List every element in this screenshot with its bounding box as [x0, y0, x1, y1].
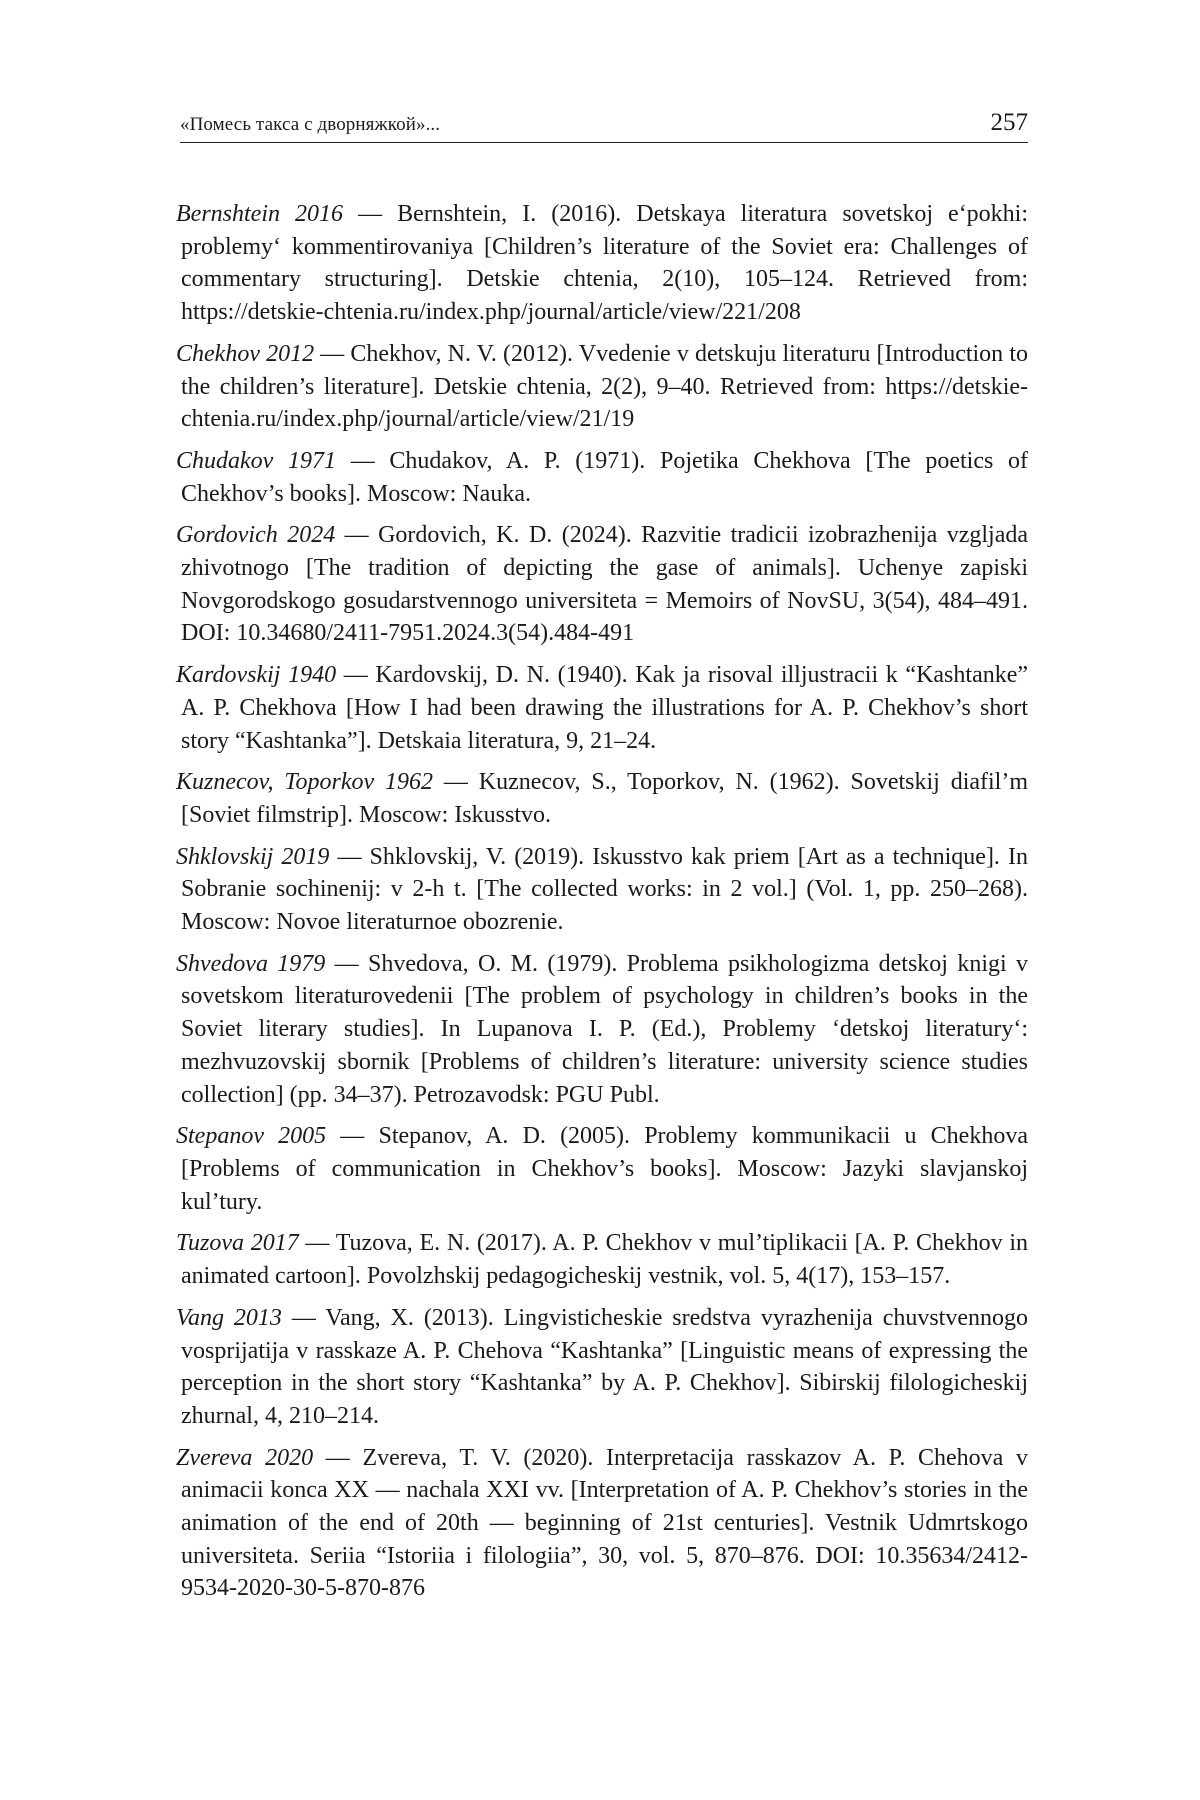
reference-entry: Gordovich 2024 — Gordovich, K. D. (2024). Razvitie tradicii izobrazhenija vzgljada zhivotnogo [The tradition of depicting the gase of animals]. Uchenye zapiski Novgorodskogo gosudarstvennogo universiteta = Memoirs of NovSU, 3(54), 484–491. DOI: 10.34680/2411-7951.2024.3(54).484-491 [176, 522, 1028, 647]
reference-key: Shklovskij 2019 [176, 843, 330, 870]
reference-text: Zvereva, T. V. (2020). Interpretacija rasskazov A. P. Chehova v animacii konca XX — nachala XXI vv. [Interpretation of A. P. Chekhov’s stories in the animation of the end of 20th — beginning of 21st centuries]. Vestnik Udmrtskogo universiteta. Seriia “Istoriia i filologiia”, 30, vol. 5, 870–876. DOI: 10.35634/2412-9534-2020-30-5-870-876 [181, 1444, 1029, 1602]
reference-text: Shvedova, O. M. (1979). Problema psikhologizma detskoj knigi v sovetskom literaturovedenii [The problem of psychology in children’s books in the Soviet literary studies]. In Lupanova I. P. (Ed.), Problemy ‘detskoj literatury‘: mezhvuzovskij sbornik [Problems of children’s literature: university science studies collection] (pp. 34–37). Petrozavodsk: PGU Publ. [181, 950, 1028, 1108]
reference-entry: Shklovskij 2019 — Shklovskij, V. (2019). Iskusstvo kak priem [Art as a technique]. In Sobranie sochinenij: v 2-h t. [The collected works: in 2 vol.] (Vol. 1, pp. 250–268). Moscow: Novoe literaturnoe obozrenie. [176, 843, 1029, 936]
running-title: «Помесь такса с дворняжкой»... [180, 114, 441, 135]
reference-text: Vang, X. (2013). Lingvisticheskie sredstva vyrazhenija chuvstvennogo vosprijatija v rasskaze A. P. Chehova “Kashtanka” [Linguistic means of expressing the perception in the short story “Kashtanka” by A. P. Chekhov]. Sibirskij filologicheskij zhurnal, 4, 210–214. [181, 1304, 1028, 1429]
reference-text: Shklovskij, V. (2019). Iskusstvo kak priem [Art as a technique]. In Sobranie sochinenij: v 2-h t. [The collected works: in 2 vol.] (Vol. 1, pp. 250–268). Moscow: Novoe literaturnoe obozrenie. [181, 843, 1029, 936]
page-number: 257 [990, 109, 1028, 136]
reference-key: Kardovskij 1940 [176, 662, 337, 689]
reference-entry: Tuzova 2017 — Tuzova, E. N. (2017). A. P. Chekhov v mul’tiplikacii [A. P. Chekhov in animated cartoon]. Povolzhskij pedagogicheskij vestnik, vol. 5, 4(17), 153–157. [176, 1230, 1029, 1290]
reference-key: Shvedova 1979 [176, 950, 326, 977]
reference-text: Stepanov, A. D. (2005). Problemy kommunikacii u Chekhova [Problems of communication in Chekhov’s books]. Moscow: Jazyki slavjanskoj kul’tury. [181, 1123, 1028, 1215]
reference-entry: Chekhov 2012 — Chekhov, N. V. (2012). Vvedenie v detskuju literaturu [Introduction to the children’s literature]. Detskie chtenia, 2(2), 9–40. Retrieved from: https://detskie-chtenia.ru/index.php/journal/article/view/21/19 [176, 340, 1028, 433]
reference-text: Chekhov, N. V. (2012). Vvedenie v detskuju literaturu [Introduction to the children’s literature]. Detskie chtenia, 2(2), 9–40. Retrieved from: https://detskie-chtenia.ru/index.php/journal/article/view/21/19 [181, 340, 1028, 433]
reference-key: Kuznecov, Toporkov 1962 [176, 769, 434, 796]
reference-entry: Stepanov 2005 — Stepanov, A. D. (2005). Problemy kommunikacii u Chekhova [Problems of communication in Chekhov’s books]. Moscow: Jazyki slavjanskoj kul’tury. [176, 1123, 1028, 1215]
reference-entry: Chudakov 1971 — Chudakov, A. P. (1971). Pojetika Chekhova [The poetics of Chekhov’s books]. Moscow: Nauka. [176, 447, 1029, 507]
reference-text: Bernshtein, I. (2016). Detskaya literatura sovetskoj e‘pokhi: problemy‘ kommentirovaniya [Children’s literature of the Soviet era: Challenges of commentary structuring]. Detskie chtenia, 2(10), 105–124. Retrieved from: https://detskie-chtenia.ru/index.php/journal/article/view/221/208 [181, 201, 1029, 326]
reference-entry: Kardovskij 1940 — Kardovskij, D. N. (1940). Kak ja risoval illjustracii k “Kashtanke” A. P. Chekhova [How I had been drawing the illustrations for A. P. Chekhov’s short story “Kashtanka”]. Detskaia literatura, 9, 21–24. [176, 662, 1029, 754]
reference-text: Kuznecov, S., Toporkov, N. (1962). Sovetskij diafil’m [Soviet filmstrip]. Moscow: Iskusstvo. [181, 769, 1029, 828]
reference-entry: Vang 2013 — Vang, X. (2013). Lingvisticheskie sredstva vyrazhenija chuvstvennogo vosprijatija v rasskaze A. P. Chehova “Kashtanka” [Linguistic means of expressing the perception in the short story “Kashtanka” by A. P. Chekhov]. Sibirskij filologicheskij zhurnal, 4, 210–214. [176, 1304, 1028, 1429]
reference-key: Zvereva 2020 [176, 1444, 314, 1471]
reference-entry: Kuznecov, Toporkov 1962 — Kuznecov, S., Toporkov, N. (1962). Sovetskij diafil’m [Soviet filmstrip]. Moscow: Iskusstvo. [176, 769, 1029, 828]
reference-entry: Bernshtein 2016 — Bernshtein, I. (2016). Detskaya literatura sovetskoj e‘pokhi: problemy‘ kommentirovaniya [Children’s literature of the Soviet era: Challenges of commentary structuring]. Detskie chtenia, 2(10), 105–124. Retrieved from: https://detskie-chtenia.ru/index.php/journal/article/view/221/208 [176, 201, 1029, 326]
reference-key: Bernshtein 2016 [176, 201, 344, 227]
reference-key: Tuzova 2017 [176, 1230, 299, 1257]
reference-key: Chudakov 1971 [176, 447, 337, 474]
reference-list [176, 198, 1028, 1614]
reference-entry: Zvereva 2020 — Zvereva, T. V. (2020). Interpretacija rasskazov A. P. Chehova v animacii konca XX — nachala XXI vv. [Interpretation of A. P. Chekhov’s stories in the animation of the end of 20th — beginning of 21st centuries]. Vestnik Udmrtskogo universiteta. Seriia “Istoriia i filologiia”, 30, vol. 5, 870–876. DOI: 10.35634/2412-9534-2020-30-5-870-876 [176, 1444, 1029, 1602]
reference-key: Gordovich 2024 [176, 522, 336, 549]
reference-key: Chekhov 2012 [176, 340, 315, 367]
reference-text: Gordovich, K. D. (2024). Razvitie tradicii izobrazhenija vzgljada zhivotnogo [The tradition of depicting the gase of animals]. Uchenye zapiski Novgorodskogo gosudarstvennogo universiteta = Memoirs of NovSU, 3(54), 484–491. DOI: 10.34680/2411-7951.2024.3(54).484-491 [181, 522, 1028, 647]
reference-key: Stepanov 2005 [176, 1123, 327, 1150]
reference-entry: Shvedova 1979 — Shvedova, O. M. (1979). Problema psikhologizma detskoj knigi v sovetskom literaturovedenii [The problem of psychology in children’s books in the Soviet literary studies]. In Lupanova I. P. (Ed.), Problemy ‘detskoj literatury‘: mezhvuzovskij sbornik [Problems of children’s literature: university science studies collection] (pp. 34–37). Petrozavodsk: PGU Publ. [176, 950, 1028, 1108]
reference-text: Kardovskij, D. N. (1940). Kak ja risoval illjustracii k “Kashtanke” A. P. Chekhova [How I had been drawing the illustrations for A. P. Chekhov’s short story “Kashtanka”]. Detskaia literatura, 9, 21–24. [181, 662, 1029, 754]
reference-key: Vang 2013 [176, 1304, 282, 1331]
reference-text: Tuzova, E. N. (2017). A. P. Chekhov v mul’tiplikacii [A. P. Chekhov in animated cartoon]. Povolzhskij pedagogicheskij vestnik, vol. 5, 4(17), 153–157. [181, 1230, 1029, 1290]
reference-text: Chudakov, A. P. (1971). Pojetika Chekhova [The poetics of Chekhov’s books]. Moscow: Nauka. [181, 447, 1029, 507]
running-header [180, 100, 1028, 143]
